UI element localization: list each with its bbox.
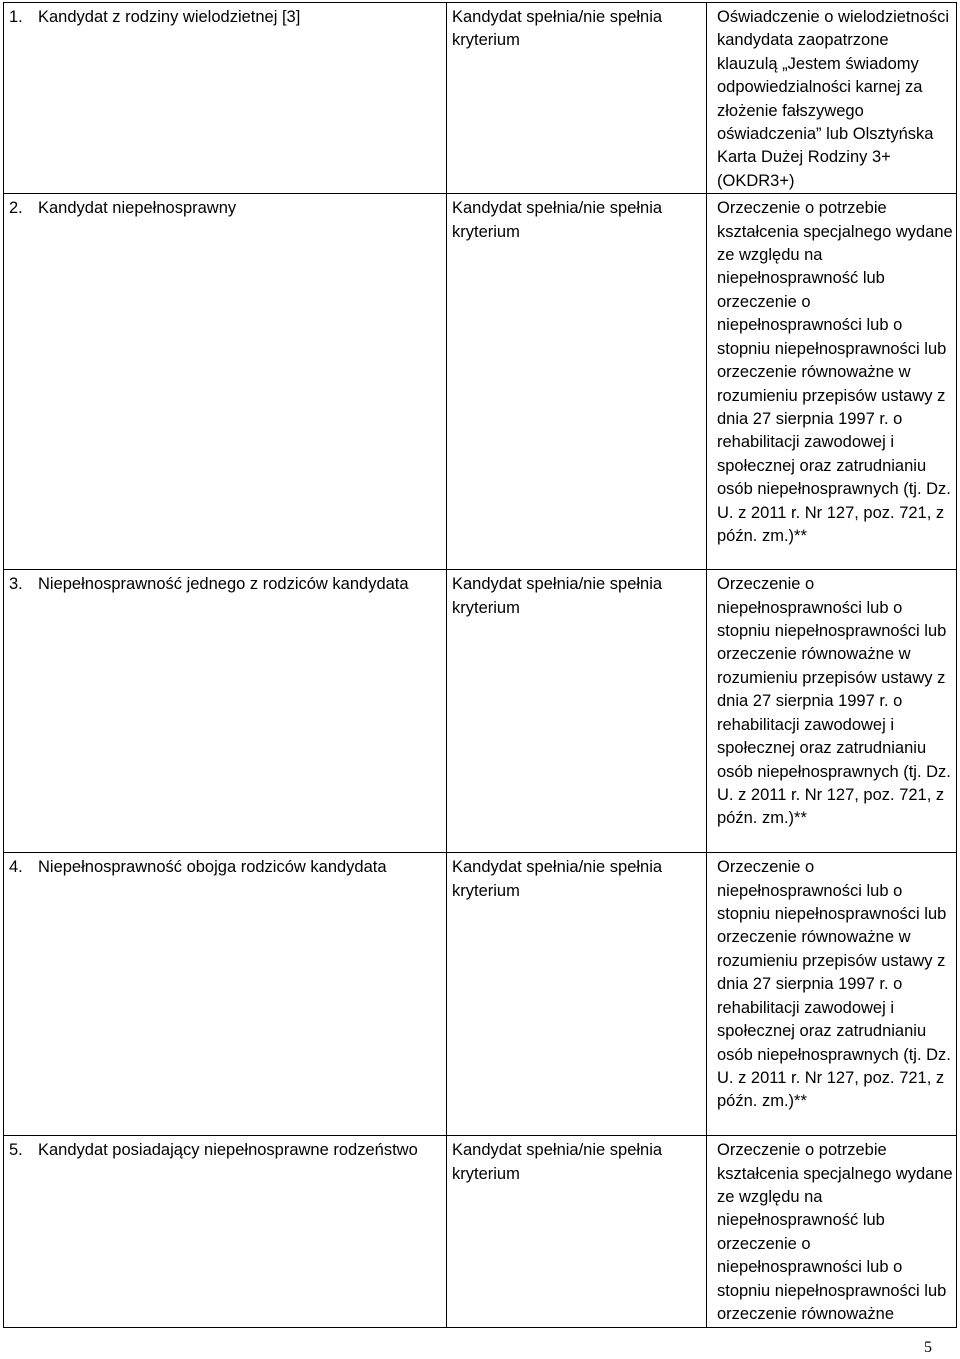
document-cell xyxy=(707,194,957,570)
requirement-text: Kandydat spełnia/nie spełnia kryterium xyxy=(452,575,663,617)
criterion-name: Niepełnosprawność obojga rodziców kandydata xyxy=(38,858,387,877)
criterion-name: Kandydat niepełnosprawny xyxy=(38,199,237,218)
criterion-name: Niepełnosprawność jednego z rodziców kandydata xyxy=(38,575,409,594)
requirement-cell xyxy=(447,194,707,570)
requirement-text: Kandydat spełnia/nie spełnia kryterium xyxy=(452,199,663,241)
criterion-number: 4. xyxy=(9,858,23,877)
criterion-name: Kandydat posiadający niepełnosprawne rodzeństwo xyxy=(38,1141,418,1160)
page-number: 5 xyxy=(924,1339,932,1356)
table-row xyxy=(4,570,957,853)
requirement-text: Kandydat spełnia/nie spełnia kryterium xyxy=(452,8,663,50)
requirement-cell xyxy=(447,853,707,1136)
table-row xyxy=(4,853,957,1136)
table-row xyxy=(4,194,957,570)
criterion-cell xyxy=(4,1136,447,1327)
criterion-number: 3. xyxy=(9,575,23,594)
criteria-table xyxy=(3,2,957,1328)
criterion-number: 5. xyxy=(9,1141,23,1160)
document-cell xyxy=(707,1136,957,1327)
criterion-cell xyxy=(4,3,447,194)
requirement-text: Kandydat spełnia/nie spełnia kryterium xyxy=(452,858,663,900)
table-row xyxy=(4,3,957,194)
criterion-name: Kandydat z rodziny wielodzietnej [3] xyxy=(38,8,301,26)
criterion-number: 2. xyxy=(9,199,23,218)
requirement-cell xyxy=(447,1136,707,1327)
criterion-cell xyxy=(4,853,447,1136)
document-text: Orzeczenie o potrzebie kształcenia specjalnego wydane ze względu na niepełnosprawność lub orzeczenie o niepełnosprawności lub o stopniu niepełnosprawności lub orzeczenie równoważne xyxy=(717,1141,953,1324)
document-text: Orzeczenie o potrzebie kształcenia specjalnego wydane ze względu na niepełnosprawność lub orzeczenie o niepełnosprawności lub o stopniu niepełnosprawności lub orzeczenie równoważne w rozumieniu przepisów ustawy z dnia 27 sierpnia 1997 r. o rehabilitacji zawodowej i społecznej oraz zatrudnianiu osób niepełnosprawnych (tj. Dz. U. z 2011 r. Nr 127, poz. 721, z późn. zm.)** xyxy=(717,199,953,545)
document-cell xyxy=(707,853,957,1136)
document-text: Orzeczenie o niepełnosprawności lub o stopniu niepełnosprawności lub orzeczenie równoważne w rozumieniu przepisów ustawy z dnia 27 sierpnia 1997 r. o rehabilitacji zawodowej i społecznej oraz zatrudnianiu osób niepełnosprawnych (tj. Dz. U. z 2011 r. Nr 127, poz. 721, z późn. zm.)** xyxy=(717,575,951,828)
document-cell xyxy=(707,3,957,194)
requirement-text: Kandydat spełnia/nie spełnia kryterium xyxy=(452,1141,663,1183)
requirement-cell xyxy=(447,570,707,853)
document-text: Orzeczenie o niepełnosprawności lub o stopniu niepełnosprawności lub orzeczenie równoważne w rozumieniu przepisów ustawy z dnia 27 sierpnia 1997 r. o rehabilitacji zawodowej i społecznej oraz zatrudnianiu osób niepełnosprawnych (tj. Dz. U. z 2011 r. Nr 127, poz. 721, z późn. zm.)** xyxy=(717,858,951,1111)
table-row xyxy=(4,1136,957,1327)
requirement-cell xyxy=(447,3,707,194)
criterion-number: 1. xyxy=(9,8,23,26)
criterion-cell xyxy=(4,570,447,853)
document-cell xyxy=(707,570,957,853)
document-text: Oświadczenie o wielodzietności kandydata zaopatrzone klauzulą „Jestem świadomy odpowiedzialności karnej za złożenie fałszywego oświadczenia” lub Olsztyńska Karta Dużej Rodziny 3+ (OKDR3+) xyxy=(717,8,950,190)
criterion-cell xyxy=(4,194,447,570)
